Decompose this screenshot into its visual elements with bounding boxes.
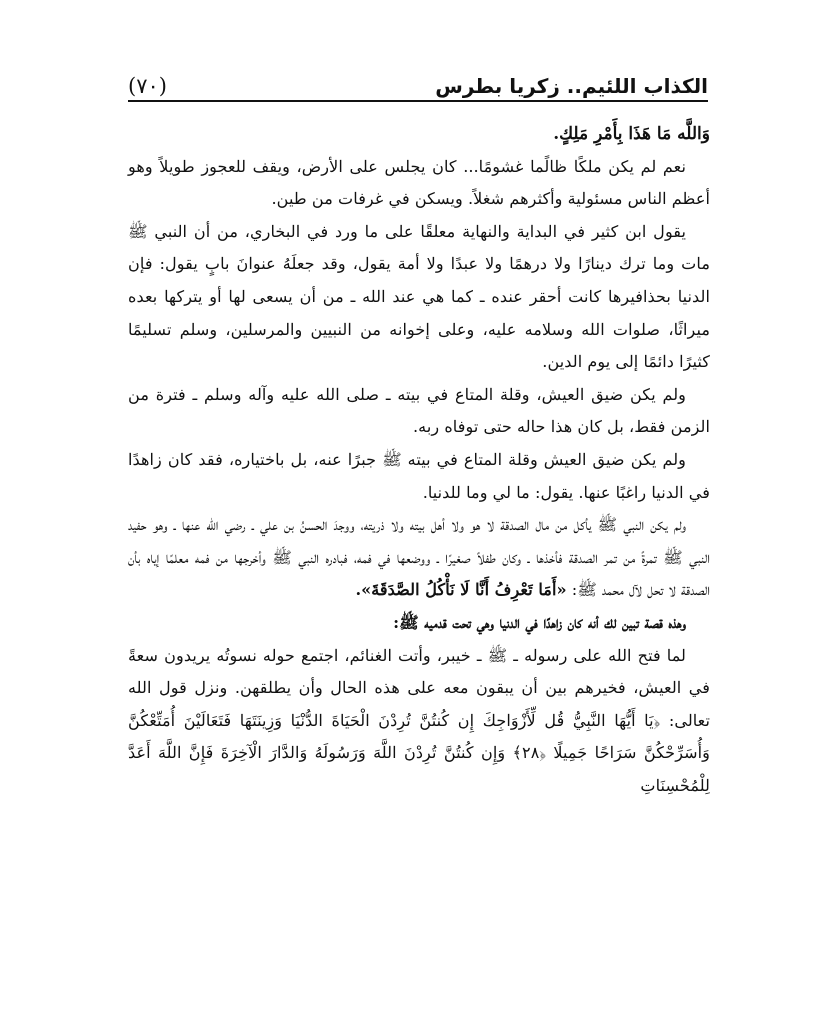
page-number: (٧٠) xyxy=(128,74,167,98)
page-body xyxy=(128,118,710,802)
paragraph: يقول ابن كثير في البداية والنهاية معلقًا على ما ورد في البخاري، من أن النبي ﷺ مات وما ترك دينارًا ولا درهمًا ولا عبدًا ولا أمة يقول، وقد جعلَهُ عنوانَ بابٍ يقول: فإن الدنيا بحذافيرها كانت أحقر عنده ـ كما هي عند الله ـ من أن يسعى لها أو يتركها بعده ميراثًا، صلوات الله وسلامه عليه، وعلى إخوانه من النبيين والمرسلين، وسلم تسليمًا كثيرًا دائمًا إلى يوم الدين. xyxy=(128,221,710,372)
section-lead: وهذه قصة تبين لك أنه كان زاهدًا في الدنيا وهي تحت قدميه ﷺ: xyxy=(393,612,686,632)
paragraph-text: ولم يكن النبي ﷺ يأكل من مال الصدقة لا هو ولا أهل بيته ولا ذريته، ووجدَ الحسنُ بن علي ـ رضي الله عنها ـ وهو حفيد النبي ﷺ تمرةً من تمر الصدقة فأخذها ـ وكان طفلاً صغيرًا ـ ووضعها في فمه، فبادره النبي ﷺ وأخرجها من فمه معلمًا إياه بأن الصدقة لا تحل لآل محمد ﷺ: xyxy=(128,515,710,600)
paragraph xyxy=(128,509,710,607)
quran-verse: ﴿يَا أَيُّهَا النَّبِيُّ قُل لِّأَزْوَاجِكَ إِن كُنتُنَّ تُرِدْنَ الْحَيَاةَ الدُّنْيَا وَزِينَتَهَا فَتَعَالَيْنَ أُمَتِّعْكُنَّ وَأُسَرِّحْكُنَّ سَرَاحًا جَمِيلًا ﴿٢٨﴾ وَإِن كُنتُنَّ تُرِدْنَ اللَّهَ وَرَسُولَهُ وَالدَّارَ الْآخِرَةَ فَإِنَّ اللَّهَ أَعَدَّ لِلْمُحْسِنَاتِ xyxy=(128,710,710,795)
running-title: الكذاب اللئيم.. زكريا بطرس xyxy=(435,74,708,98)
paragraph xyxy=(128,640,710,803)
hadith-quote: «أَمَا تَعْرِفُ أَنَّا لَا نَأْكُلُ الصَّدَقَةَ». xyxy=(355,580,567,600)
paragraph: نعم لم يكن ملكًا ظالًما غشومًا... كان يجلس على الأرض، ويقف للعجوز طويلاً وهو أعظم الناس مسئولية وأكثرهم شغلاً. ويسكن في غرفات من طين. xyxy=(128,156,710,209)
paragraph-text: لما فتح الله على رسوله ـ ﷺ ـ خيبر، وأتت الغنائم، اجتمع حوله نسوتُه يريدون سعةً في العيش، فخيرهم بين أن يبقون معه على هذه الحال وأن يطلقهن. ونزل قول الله تعالى: xyxy=(128,645,710,730)
paragraph: ولم يكن ضيق العيش، وقلة المتاع في بيته ـ صلى الله عليه وآله وسلم ـ فترة من الزمن فقط، بل كان هذا حاله حتى توفاه ربه. xyxy=(128,384,710,437)
page-header xyxy=(128,72,708,102)
opening-quote: وَاللَّه مَا هَذَا بِأَمْرِ مَلِكٍ. xyxy=(553,124,710,144)
paragraph: ولم يكن ضيق العيش وقلة المتاع في بيته ﷺ جبرًا عنه، بل باختياره، فقد كان زاهدًا في الدنيا راغبًا عنها. يقول: ما لي وما للدنيا. xyxy=(128,449,710,502)
